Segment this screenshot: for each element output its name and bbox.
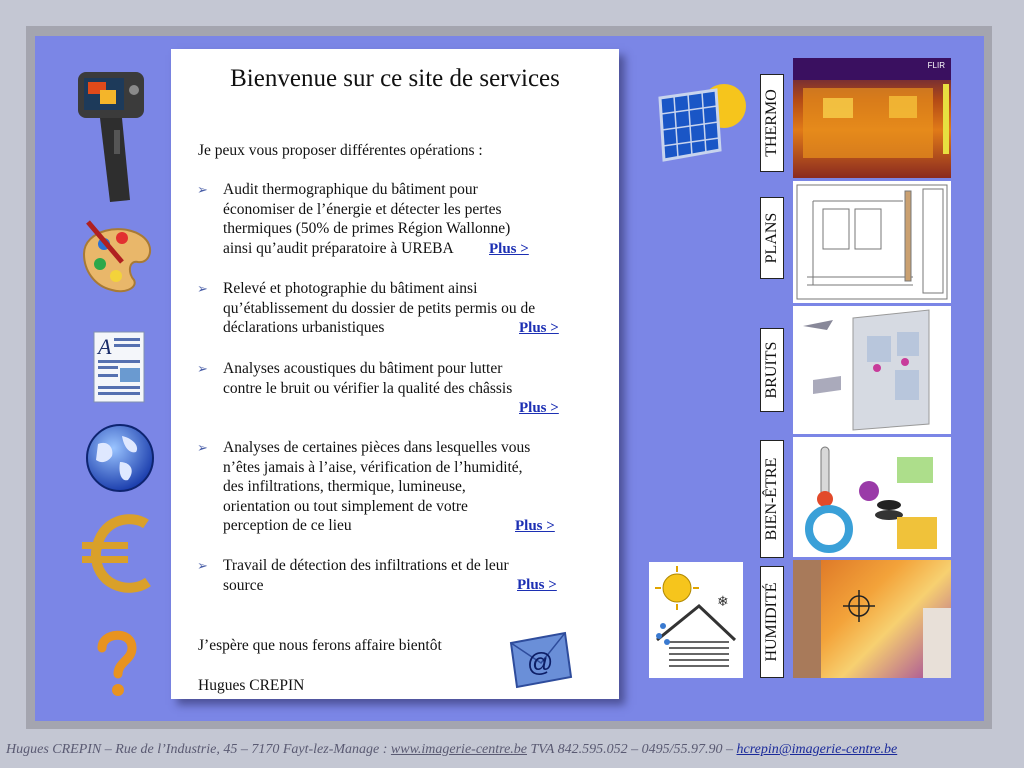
bullet-arrow-icon: ➢	[197, 182, 208, 197]
label-bienetre-text: BIEN-ÊTRE	[763, 457, 780, 541]
service-line: Travail de détection des infiltrations et de leur	[223, 557, 509, 574]
thermal-image	[793, 58, 951, 178]
service-item-plans	[197, 279, 601, 338]
newspaper-icon[interactable]	[90, 330, 148, 404]
service-line: économiser de l’énergie et détecter les pertes	[223, 200, 502, 218]
closing-text: J’espère que nous ferons affaire bientôt	[198, 637, 442, 654]
welcome-card	[171, 49, 619, 699]
globe-icon[interactable]	[84, 422, 156, 494]
intro-text: Je peux vous proposer différentes opérations :	[198, 142, 483, 159]
svg-text:❄: ❄	[717, 595, 729, 610]
solar-panel-icon[interactable]	[656, 78, 746, 164]
weather-house-icon[interactable]	[649, 562, 743, 678]
service-line: Relevé et photographie du bâtiment ainsi	[223, 280, 478, 297]
footer-vat-phone: TVA 842.595.052 – 0495/55.97.90 –	[527, 742, 737, 757]
service-line: thermiques (50% de primes Région Wallonne)	[223, 220, 511, 237]
question-icon[interactable]	[96, 630, 138, 698]
plus-link-bruits[interactable]: Plus >	[519, 400, 559, 416]
service-line: perception de ce lieu	[223, 517, 352, 534]
service-item-bienetre	[197, 438, 601, 536]
service-line: orientation ou tout simplement de votre	[223, 497, 468, 515]
service-line: n’êtes jamais à l’aise, vérification de l’humidité,	[223, 458, 523, 476]
label-bruits-text: BRUITS	[763, 341, 780, 399]
footer-address: Hugues CREPIN – Rue de l’Industrie, 45 – 7170 Fayt-lez-Manage :	[6, 742, 391, 757]
svg-text:A: A	[98, 334, 112, 359]
bullet-arrow-icon: ➢	[197, 558, 208, 573]
thermal-camera-icon[interactable]	[70, 68, 152, 208]
wellbeing-image	[793, 437, 951, 557]
label-humidite-text: HUMIDITÉ	[763, 582, 780, 662]
plus-link-humidite[interactable]: Plus >	[517, 577, 557, 593]
service-line: contre le bruit ou vérifier la qualité des châssis	[223, 379, 513, 397]
footer	[0, 740, 1024, 768]
service-item-thermo	[197, 180, 601, 258]
label-thermo[interactable]	[760, 74, 784, 172]
thumb-bruits[interactable]	[793, 306, 951, 434]
svg-text:@: @	[527, 647, 554, 677]
service-line: source	[223, 576, 264, 594]
thumb-thermo[interactable]	[793, 58, 951, 178]
footer-website-link[interactable]: www.imagerie-centre.be	[390, 742, 527, 757]
service-line: des infiltrations, thermique, lumineuse,	[223, 478, 466, 495]
acoustic-house-image	[793, 306, 951, 434]
service-item-humidite	[197, 556, 601, 595]
service-line: Analyses de certaines pièces dans lesquelles vous	[223, 439, 531, 456]
service-item-bruits	[197, 359, 601, 416]
architectural-plan-image	[793, 181, 951, 303]
palette-icon[interactable]	[76, 218, 158, 296]
footer-line	[6, 742, 897, 758]
label-humidite[interactable]	[760, 566, 784, 678]
email-icon[interactable]	[507, 629, 575, 691]
service-line: qu’établissement du dossier de petits permis ou de	[223, 299, 536, 317]
service-line: déclarations urbanistiques	[223, 319, 385, 336]
flir-logo: FLIR	[927, 61, 945, 70]
footer-email-link[interactable]: hcrepin@imagerie-centre.be	[736, 742, 898, 757]
humidity-thermal-image	[793, 560, 951, 678]
euro-icon[interactable]	[80, 512, 158, 596]
thumb-bienetre[interactable]	[793, 437, 951, 557]
bullet-arrow-icon: ➢	[197, 440, 208, 455]
label-bruits[interactable]	[760, 328, 784, 412]
label-bienetre[interactable]	[760, 440, 784, 558]
service-line: ainsi qu’audit préparatoire à UREBA	[223, 239, 454, 257]
label-plans[interactable]	[760, 197, 784, 279]
page-title: Bienvenue sur ce site de services	[230, 65, 560, 92]
plus-link-plans[interactable]: Plus >	[519, 320, 559, 336]
service-line: Analyses acoustiques du bâtiment pour lutter	[223, 360, 503, 377]
thumb-humidite[interactable]	[793, 560, 951, 678]
plus-link-thermo[interactable]: Plus >	[489, 241, 529, 257]
label-plans-text: PLANS	[763, 212, 780, 264]
bullet-arrow-icon: ➢	[197, 361, 208, 376]
signature: Hugues CREPIN	[198, 677, 305, 694]
bullet-arrow-icon: ➢	[197, 281, 208, 296]
thumb-plans[interactable]	[793, 181, 951, 303]
label-thermo-text: THERMO	[763, 89, 780, 157]
plus-link-bienetre[interactable]: Plus >	[515, 518, 555, 534]
service-line: Audit thermographique du bâtiment pour	[223, 181, 478, 198]
